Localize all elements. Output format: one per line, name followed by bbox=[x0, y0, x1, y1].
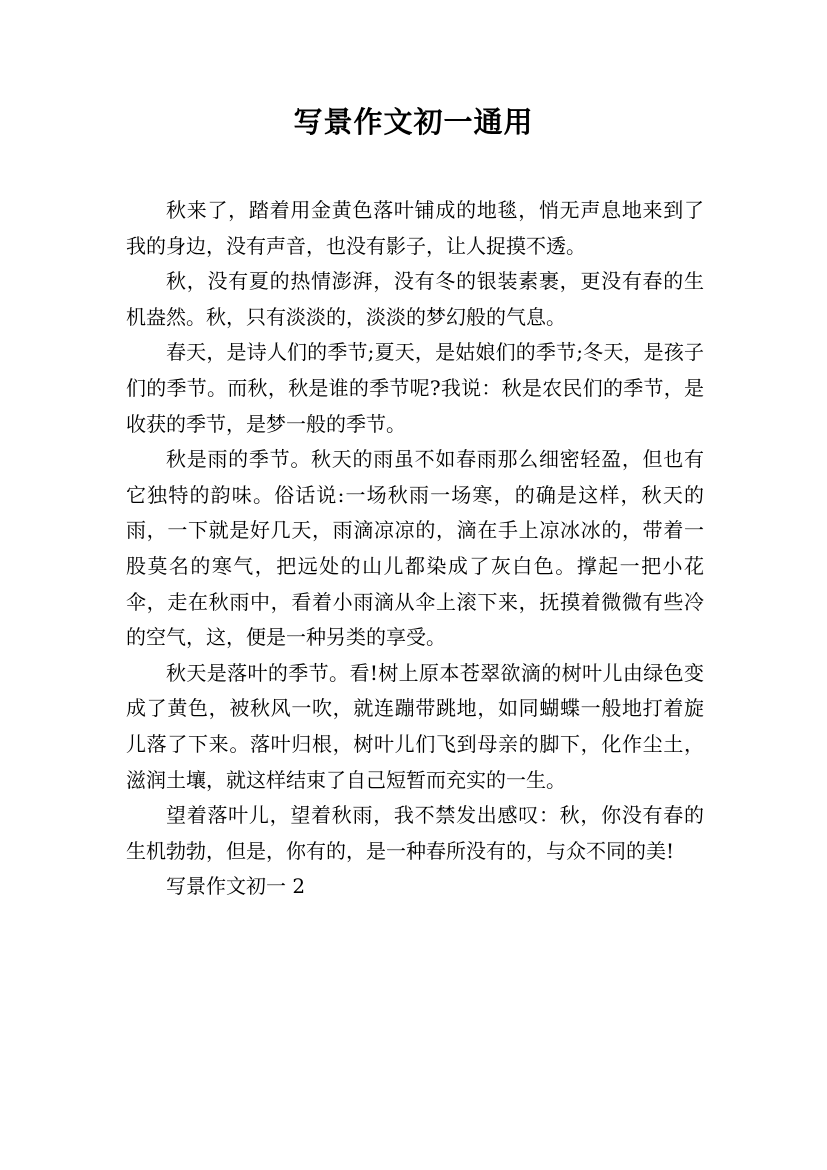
section-heading: 写景作文初一 2 bbox=[166, 874, 306, 899]
document-title: 写景作文初一通用 bbox=[293, 105, 534, 139]
paragraph: 望着落叶儿，望着秋雨，我不禁发出感叹：秋，你没有春的生机勃勃，但是，你有的，是一种春所没有的，与众不同的美! bbox=[126, 803, 704, 863]
paragraph: 秋来了，踏着用金黄色落叶铺成的地毯，悄无声息地来到了我的身边，没有声音，也没有影子，让人捉摸不透。 bbox=[126, 198, 704, 258]
paragraph: 秋，没有夏的热情澎湃，没有冬的银装素裹，更没有春的生机盎然。秋，只有淡淡的，淡淡的梦幻般的气息。 bbox=[126, 269, 704, 329]
paragraph: 秋天是落叶的季节。看!树上原本苍翠欲滴的树叶儿由绿色变成了黄色，被秋风一吹，就连蹦带跳地，如同蝴蝶一般地打着旋儿落了下来。落叶归根，树叶儿们飞到母亲的脚下，化作尘土，滋润土壤，就这样结束了自己短暂而充实的一生。 bbox=[126, 660, 704, 792]
paragraph: 秋是雨的季节。秋天的雨虽不如春雨那么细密轻盈，但也有它独特的韵味。俗话说:一场秋雨一场寒，的确是这样，秋天的雨，一下就是好几天，雨滴凉凉的，滴在手上凉冰冰的，带着一股莫名的寒气，把远处的山儿都染成了灰白色。撑起一把小花伞，走在秋雨中，看着小雨滴从伞上滚下来，抚摸着微微有些冷的空气，这，便是一种另类的享受。 bbox=[126, 447, 704, 650]
paragraph: 春天，是诗人们的季节;夏天，是姑娘们的季节;冬天，是孩子们的季节。而秋，秋是谁的季节呢?我说：秋是农民们的季节，是收获的季节，是梦一般的季节。 bbox=[126, 340, 704, 436]
document-body bbox=[126, 193, 704, 905]
